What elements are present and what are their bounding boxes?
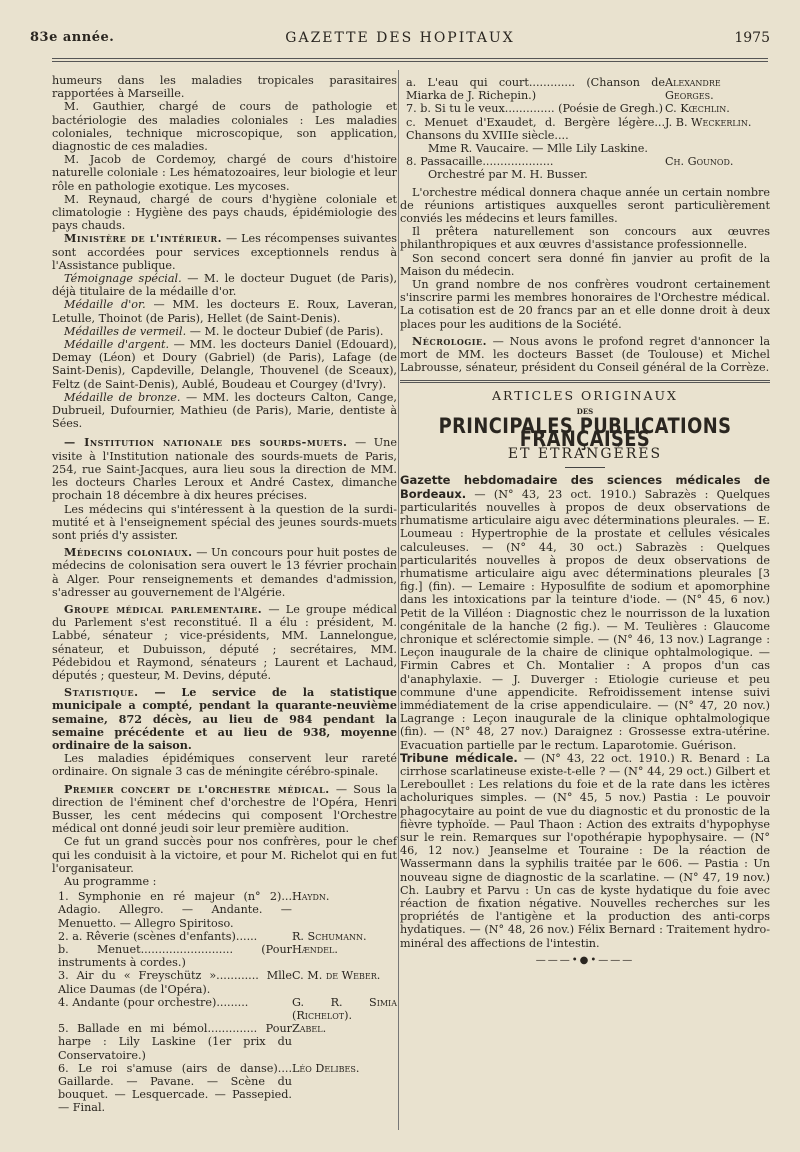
ministere-section: Ministère de l'intérieur. — Les récompenses suivantes sont accordées pour services exceptionnels rendus à l'Assistance publique. (52, 231, 397, 272)
or-item: Médaille d'or. — MM. les docteurs E. Roux, Laveran, Letulle, Thoinot (de Paris), Hellet (de Saint-Denis). (52, 298, 397, 325)
programme-item: 3. Air du « Freyschütz »............ Mlle Alice Daumas (de l'Opéra). C. M. de Weber. (58, 969, 381, 996)
articles-heading (400, 389, 770, 468)
articles-line-4: ET ÉTRANGÈRES (507, 446, 663, 463)
concert-section: Premier concert de l'orchestre médical. — Sous la direction de l'éminent chef d'orchestre de l'Opéra, Henri Busser, les cent médecins qui composent l'Orchestre médical ont donné jeudi soir leur première audition. (52, 781, 397, 836)
programme-item: 7. b. Si tu le veux.............. (Poésie de Gregh.) C. Kœchlin. (406, 102, 730, 116)
articles-line-1: ARTICLES ORIGINAUX (492, 388, 678, 404)
paragraph: Les maladies épidémiques conservent leur rareté ordinaire. On signale 3 cas de méningite cérébro-spinale. (52, 752, 397, 779)
heading-rule (565, 467, 605, 468)
temoignage-item: Témoignage spécial. — M. le docteur Duguet (de Paris), déjà titulaire de la médaille d'or. (52, 272, 397, 299)
paragraph: Les médecins qui s'intéressent à la question de la surdi-mutité et à l'enseignement spécial des jeunes sourds-muets sont priés d'y assister. (52, 502, 397, 542)
programme-list-continued (400, 76, 770, 142)
institution-section: — Institution nationale des sourds-muets. — Une visite à l'Institution nationale des sourds-muets de Paris, 254, rue Saint-Jacques, aura lieu sous la direction de MM. les docteurs Charles Leroux et André Castex, dimanche prochain 18 décembre à dix heures précises. (52, 435, 397, 503)
paragraph: Son second concert sera donné fin janvier au profit de la Maison du médecin. (400, 251, 770, 278)
articles-line-2: DES (576, 406, 594, 416)
coloniaux-section: Médecins coloniaux. — Un concours pour huit postes de médecins de colonisation sera ouvert le 13 février prochain à Alger. Pour renseignements et demandes d'admission, s'adresser au gouvernement de l'Algérie. (52, 545, 397, 599)
header-rule-2 (52, 61, 768, 62)
programme-item: 2. a. Rêverie (scènes d'enfants)...... R. Schumann. (58, 929, 367, 943)
page-header (30, 30, 770, 52)
programme-item: 1. Symphonie en ré majeur (n° 2)... Adagio. Allegro. — Andante. — Menuetto. — Allegro Spiritoso. Haydn. (58, 890, 330, 930)
bronze-item: Médaille de bronze. — MM. les docteurs Calton, Cange, Dubrueil, Dufournier, Mathieu (de Paris), Marie, dentiste à Sées. (52, 390, 397, 431)
tribune-journal: Tribune médicale. — (N° 43, 22 oct. 1910.) R. Benard : La cirrhose scarlatineuse existe-t-elle ? — (N° 44, 29 oct.) Gilbert et Lereboullet : Les relations du foie et de la rate dans les ictères acholuriques simples. — (N° 45, 5 nov.) Pastia : Le pouvoir phagocytaire au point de vue du diagnostic et du pronostic de la fièvre typhoïde. — Paul Thaon : Action des extraits d'hypophyse sur le rein. Remarques sur l'opothérapie hypophysaire. — (N° 46, 12 nov.) Jeanselme et Touraine : De la réaction de Wassermann dans la syphilis traitée par le 606. — Pastia : Un nouveau signe de diagnostic de la scarlatine. — (N° 47, 19 nov.) Ch. Laubry et Parvu : Un cas de kyste hydatique du foie avec réaction de fixation négative. Nouvelles recherches sur les propriétés de l'antigène et la production des anti-corps hydatiques. — (N° 48, 26 nov.) Félix Bernard : Traitement hydro-minéral des affections de l'intestin. (400, 750, 770, 950)
programme-list (52, 890, 397, 1114)
right-column (400, 74, 770, 967)
vermeil-item: Médailles de vermeil. — M. le docteur Dubief (de Paris). (64, 324, 384, 338)
paragraph: humeurs dans les maladies tropicales parasitaires rapportées à Marseille. (52, 74, 397, 101)
statistique-section: Statistique. — Le service de la statistique municipale a compté, pendant la quarante-neuvième semaine, 872 décès, au lieu de 984 pendant la semaine précédente et au lieu de 938, moyenne ordinaire de la saison. (52, 685, 397, 752)
programme-item: a. L'eau qui court............. (Chanson de Miarka de J. Richepin.) Alexandre Georges. (406, 76, 721, 103)
articles-line-3: PRINCIPALES PUBLICATIONS FRANÇAISES (438, 413, 732, 452)
paragraph: M. Reynaud, chargé de cours d'hygiène coloniale et climatologie : Hygiène des pays chauds, épidémiologie des pays chauds. (52, 192, 397, 233)
programme-item: 8. Passacaille.................... Ch. Gounod. (406, 155, 734, 169)
argent-item: Médaille d'argent. — MM. les docteurs Daniel (Edouard), Demay (Léon) et Doury (Gabriel) (de Paris), Lafage (de Saint-Denis), Capdeville, Delangle, Thouvenel (de Sceaux), Feltz (de Saint-Denis), Aublé, Boudeau et Courgey (d'Ivry). (52, 338, 397, 391)
programme-item: b. Menuet.......................... (Pour instruments à cordes.) Hændel. (58, 943, 338, 970)
journal-title: GAZETTE DES HOPITAUX (285, 30, 515, 46)
necrologie-section: Nécrologie. — Nous avons le profond regret d'annoncer la mort de MM. les docteurs Basset (de Toulouse) et Michel Labrousse, sénateur, président du Conseil général de la Corrèze. (400, 333, 770, 375)
paragraph: L'orchestre médical donnera chaque année un certain nombre de réunions artistiques auxquelles seront particulièrement conviés les médecins et leurs familles. (400, 185, 770, 226)
groupe-section: Groupe médical parlementaire. — Le groupe médical du Parlement s'est reconstitué. Il a élu : président, M. Labbé, sénateur ; vice-présidents, MM. Lannelongue, sénateur, et Dubuisson, député ; secrétaires, MM. Pédebidou et Raymond, sénateurs ; Laurent et Lachaud, députés ; questeur, M. Devins, député. (52, 601, 397, 682)
bordeaux-journal: Gazette hebdomadaire des sciences médicales de Bordeaux. — (N° 43, 23 oct. 1910.) Sabrazès : Quelques particularités nouvelles à propos de deux observations de rhumatisme articulaire aigu avec déterminations pleurales. — E. Loumeau : Hypertrophie de la prostate et cellules vésicales calculeuses. — (N° 44, 30 oct.) Sabrazès : Quelques particularités nouvelles à propos de deux observations de rhumatisme articulaire aigu avec déterminations pleurales [3 fig.] (fin). — Lemaire : Hyposulfite de sodium et apomorphine dans les intoxications par la teinture d'iode. — (N° 45, 6 nov.) Petit de la Villéon : Diagnostic chez le nourrisson de la luxation congénitale de la hanche (2 fig.). — M. Teulières : Glaucome chronique et sclérectomie simple. — (N° 46, 13 nov.) Lagrange : Leçon inaugurale de la chaire de clinique ophtalmologique. — Firmin Cabres et Ch. Montalier : A propos d'un cas d'anaphylaxie. — J. Duverger : Etiologie curieuse et peu commune d'une appendicite. Refroidissement intense suivi immédiatement de la crise appendiculaire. — (N° 47, 20 nov.) Lagrange : Leçon inaugurale de la clinique ophtalmologique (fin). — (N° 48, 27 nov.) Daraignez : Grossesse extra-utérine. Evacuation partielle par le rectum. Laparotomie. Guérison. (400, 473, 770, 752)
ornament-divider: ———•●•——— (535, 954, 635, 966)
programme-item: c. Menuet d'Exaudet, d. Bergère légère... Chansons du XVIIIe siècle.... J. B. Weckerlin. (406, 115, 752, 142)
programme-item: 6. Le roi s'amuse (airs de danse).... Gaillarde. — Pavane. — Scène du bouquet. — Lesquercade. — Passepied. — Final. Léo Delibes. (58, 1061, 360, 1115)
programme-label: Au programme : (64, 874, 157, 888)
left-column (52, 74, 397, 1115)
orchestration: Orchestré par M. H. Busser. (428, 168, 588, 182)
programme-item: 4. Andante (pour orchestre)......... G. R. Simia (Richelot). (58, 995, 397, 1023)
paragraph: M. Gauthier, chargé de cours de pathologie et bactériologie des maladies coloniales : Les maladies coloniales, technique microscopique, son application, diagnostic de ces maladies. (52, 100, 397, 154)
programme-item: 5. Ballade en mi bémol.............. Pour harpe : Lily Laskine (1er prix du Conservatoire.) Zabel. (58, 1022, 327, 1062)
section-rule (400, 380, 770, 383)
header-rule (52, 58, 768, 59)
paragraph: Il prêtera naturellement son concours aux œuvres philanthropiques et aux œuvres d'assistance professionnelle. (400, 225, 770, 252)
paragraph: M. Jacob de Cordemoy, chargé de cours d'histoire naturelle coloniale : Les hématozoaires, leur biologie et leur rôle en pathologie exotique. Les mycoses. (52, 153, 397, 193)
year-label: 83e année. (30, 30, 115, 45)
singers: Mme R. Vaucaire. — Mlle Lily Laskine. (428, 142, 648, 156)
page-number: 1975 (734, 30, 770, 46)
paragraph: Un grand nombre de nos confrères voudront certainement s'inscrire parmi les membres honoraires de l'Orchestre médical. La cotisation est de 20 francs par an et elle donne droit à deux places pour les auditions de la Société. (400, 278, 770, 331)
paragraph: Ce fut un grand succès pour nos confrères, pour le chef qui les conduisit à la victoire, et pour M. Richelot qui en fut l'organisateur. (52, 835, 397, 875)
column-divider (398, 70, 399, 1130)
